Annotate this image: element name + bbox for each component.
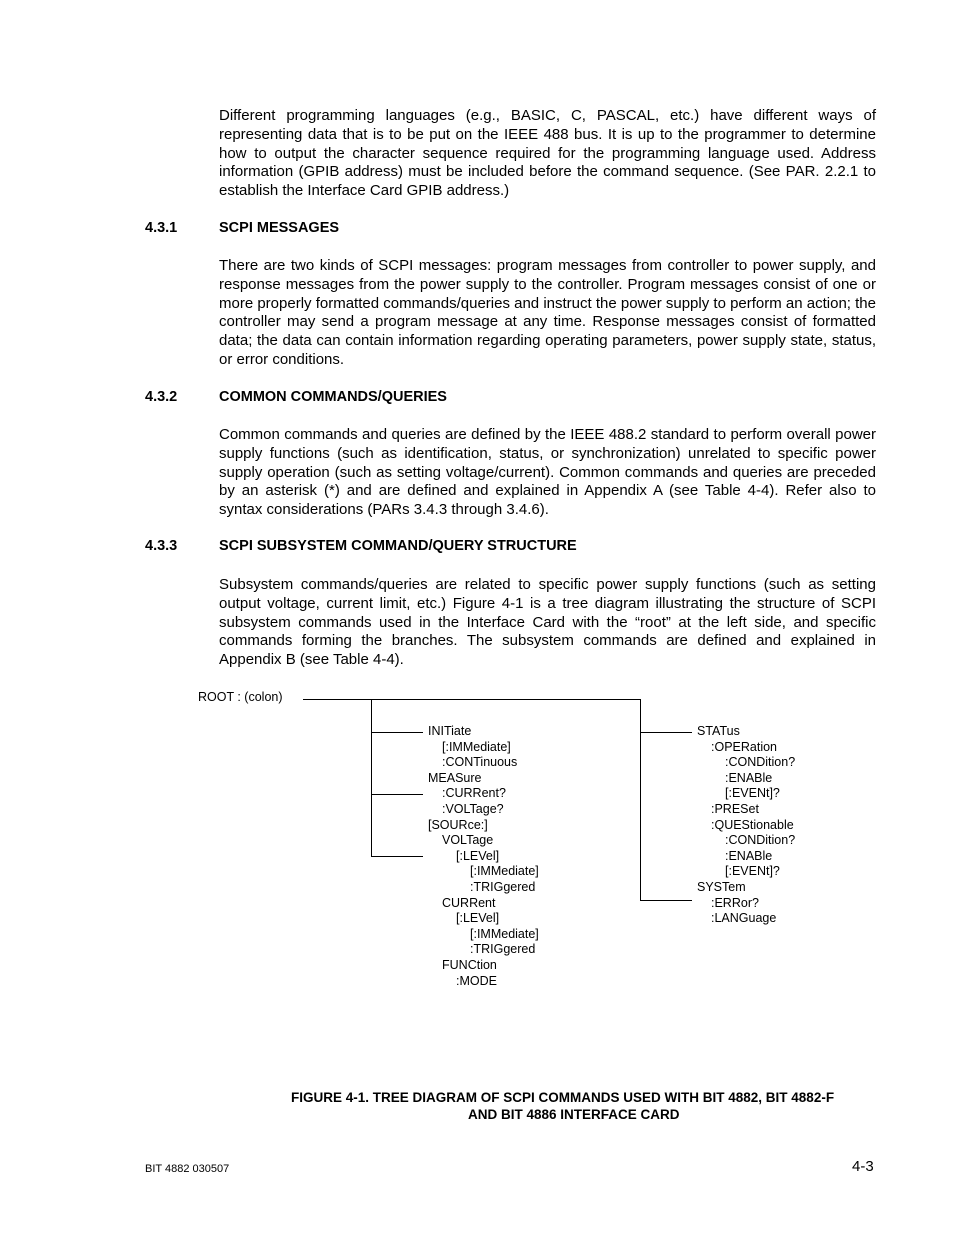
footer-page-number: 4-3 xyxy=(852,1158,874,1175)
right-tree-node: :ENABle xyxy=(725,770,773,785)
footer-doc-id: BIT 4882 030507 xyxy=(145,1163,230,1175)
left-tree-node: VOLTage xyxy=(442,833,494,848)
left-tree-node: [:IMMediate] xyxy=(470,864,539,879)
left-tree-node: CURRent xyxy=(442,895,496,910)
right-tree-node: SYSTem xyxy=(697,880,746,894)
left-tree-node: INITiate xyxy=(428,724,472,738)
figure-caption-line1: FIGURE 4-1. TREE DIAGRAM OF SCPI COMMANDS USED WITH BIT 4882, BIT 4882-F xyxy=(291,1090,835,1105)
section-body: There are two kinds of SCPI messages: program messages from controller to power supply, and response messages from the power supply to the controller. Program messages consist of one or more properly formatted commands/queries and instruct the power supply to perform an action; the controller may send a program message at any time. Response messages consist of formatted data; the data can contain information regarding operating parameters, power supply state, status, or error conditions. xyxy=(219,257,876,368)
tree-root-label: ROOT : (colon) xyxy=(198,690,283,704)
left-tree-node: MEASure xyxy=(428,770,482,785)
section-title: SCPI MESSAGES xyxy=(219,220,340,236)
right-tree-node: :ERRor? xyxy=(711,895,759,910)
right-tree-node: :PRESet xyxy=(711,802,759,816)
section-number: 4.3.3 xyxy=(145,538,178,554)
branch-line-status xyxy=(640,732,692,733)
left-tree-node: :TRIGgered xyxy=(470,880,536,894)
left-tree-node: :MODE xyxy=(456,973,497,988)
section-title: SCPI SUBSYSTEM COMMAND/QUERY STRUCTURE xyxy=(219,538,577,554)
root-connector-line xyxy=(303,699,641,700)
branch-line-measure xyxy=(371,794,423,795)
left-tree-node: [:IMMediate] xyxy=(442,739,511,754)
branch-line-source xyxy=(371,856,423,857)
right-tree-node: :CONDition? xyxy=(725,833,796,848)
left-tree-node: [:LEVel] xyxy=(456,848,500,863)
left-tree-node: [:IMMediate] xyxy=(470,926,539,941)
left-tree-node: :TRIGgered xyxy=(470,942,536,957)
left-tree-node: [SOURce:] xyxy=(428,817,488,832)
right-trunk-line xyxy=(640,699,641,901)
intro-paragraph: Different programming languages (e.g., BASIC, C, PASCAL, etc.) have different ways of representing data that is to be put on the IEEE 488 bus. It is up to the programmer to determine how to output the character sequence required for the programming language used. Address information (GPIB address) must be included before the command sequence. (See PAR. 2.2.1 to establish the Interface Card GPIB address.) xyxy=(219,107,876,200)
right-tree-node: [:EVENt]? xyxy=(725,786,780,801)
right-tree-node: :ENABle xyxy=(725,848,773,863)
branch-line-system xyxy=(640,900,692,901)
left-tree-node: [:LEVel] xyxy=(456,911,500,926)
right-tree-node: :OPERation xyxy=(711,739,778,754)
left-tree-node: FUNCtion xyxy=(442,958,497,972)
figure-caption-line2: AND BIT 4886 INTERFACE CARD xyxy=(468,1107,680,1122)
left-tree-node: :CONTinuous xyxy=(442,755,518,770)
section-number: 4.3.1 xyxy=(145,220,178,236)
left-trunk-line xyxy=(371,699,372,856)
left-tree-node: :CURRent? xyxy=(442,786,506,801)
branch-line-initiate xyxy=(371,732,423,733)
right-tree-node: :LANGuage xyxy=(711,911,777,926)
section-number: 4.3.2 xyxy=(145,389,178,405)
right-tree-node: :QUEStionable xyxy=(711,817,794,832)
section-body: Subsystem commands/queries are related to specific power supply functions (such as setting output voltage, current limit, etc.) Figure 4-1 is a tree diagram illustrating the structure of SCPI subsystem commands used in the Interface Card with the “root” at the left side, and specific commands forming the branches. The subsystem commands are defined and explained in Appendix B (see Table 4-4). xyxy=(219,576,876,669)
left-tree-node: :VOLTage? xyxy=(442,802,504,816)
section-body: Common commands and queries are defined by the IEEE 488.2 standard to perform overall power supply functions (such as identification, status, or synchronization) unrelated to specific power supply operation (such as setting voltage/current). Common commands and queries are preceded by an asterisk (*) and are defined and explained in Appendix A (see Table 4-4). Refer also to syntax considerations (PARs 3.4.3 through 3.4.6). xyxy=(219,426,876,519)
right-tree-node: [:EVENt]? xyxy=(725,864,780,879)
section-title: COMMON COMMANDS/QUERIES xyxy=(219,389,447,405)
right-tree-node: STATus xyxy=(697,724,740,738)
right-tree-node: :CONDition? xyxy=(725,755,796,770)
